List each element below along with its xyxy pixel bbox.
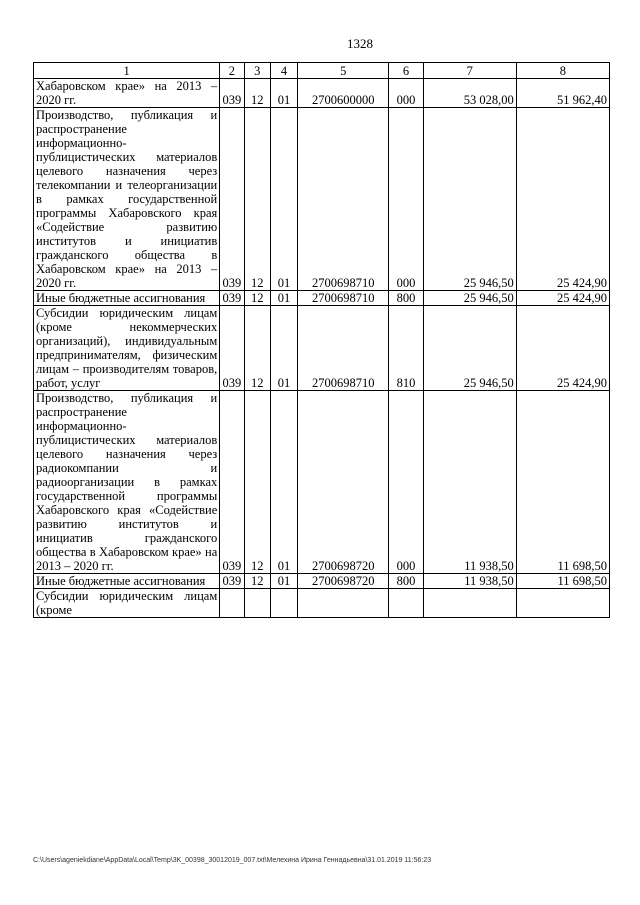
- page-number: 1328: [347, 36, 373, 51]
- cell-target: 2700698710: [298, 306, 389, 391]
- cell-section: 12: [244, 291, 270, 306]
- cell-subsection: 01: [270, 291, 297, 306]
- cell-expense-type: 000: [389, 79, 423, 108]
- cell-target: 2700600000: [298, 79, 389, 108]
- cell-plan: 11 938,50: [423, 574, 516, 589]
- cell-target: [298, 589, 389, 618]
- cell-plan: 25 946,50: [423, 108, 516, 291]
- cell-plan: 11 938,50: [423, 391, 516, 574]
- col-header-6: 6: [389, 63, 423, 79]
- table-row: [34, 306, 610, 391]
- cell-subsection: 01: [270, 306, 297, 391]
- cell-ministry: [220, 589, 244, 618]
- cell-subsection: 01: [270, 574, 297, 589]
- cell-subsection: 01: [270, 79, 297, 108]
- cell-expense-type: 000: [389, 108, 423, 291]
- col-header-7: 7: [423, 63, 516, 79]
- cell-section: 12: [244, 391, 270, 574]
- row-name: Иные бюджетные ассигнования: [34, 574, 220, 589]
- cell-ministry: 039: [220, 79, 244, 108]
- row-name: Иные бюджетные ассигнования: [34, 291, 220, 306]
- cell-target: 2700698720: [298, 391, 389, 574]
- cell-section: 12: [244, 79, 270, 108]
- row-name: Хабаровском крае» на 2013 – 2020 гг.: [34, 79, 220, 108]
- row-name: Субсидии юридическим лицам (кроме некоммерческих организаций), индивидуальным предпринимателям, физическим лицам – производителям товаров, работ, услуг: [34, 306, 220, 391]
- cell-ministry: 039: [220, 291, 244, 306]
- col-header-8: 8: [516, 63, 609, 79]
- cell-section: 12: [244, 108, 270, 291]
- cell-section: [244, 589, 270, 618]
- col-header-3: 3: [244, 63, 270, 79]
- cell-expense-type: 000: [389, 391, 423, 574]
- table-row: [34, 391, 610, 574]
- cell-actual: 11 698,50: [516, 574, 609, 589]
- cell-ministry: 039: [220, 108, 244, 291]
- cell-ministry: 039: [220, 574, 244, 589]
- cell-section: 12: [244, 306, 270, 391]
- cell-expense-type: 810: [389, 306, 423, 391]
- row-name: Субсидии юридическим лицам (кроме: [34, 589, 220, 618]
- cell-target: 2700698710: [298, 108, 389, 291]
- cell-subsection: [270, 589, 297, 618]
- cell-actual: 11 698,50: [516, 391, 609, 574]
- cell-expense-type: [389, 589, 423, 618]
- cell-actual: [516, 589, 609, 618]
- row-name: Производство, публикация и распространение информационно-публицистических материалов целевого назначения через телекомпании и телеорганизации в рамках государственной программы Хабаровского края «Содействие развитию институтов и инициатив гражданского общества в Хабаровском крае» на 2013 – 2020 гг.: [34, 108, 220, 291]
- cell-plan: 25 946,50: [423, 306, 516, 391]
- cell-ministry: 039: [220, 391, 244, 574]
- cell-plan: [423, 589, 516, 618]
- row-name: Производство, публикация и распространение информационно-публицистических материалов целевого назначения через радиокомпании и радиоорганизации в рамках государственной программы Хабаровского края «Содействие развитию институтов и инициатив гражданского общества в Хабаровском крае» на 2013 – 2020 гг.: [34, 391, 220, 574]
- cell-section: 12: [244, 574, 270, 589]
- cell-target: 2700698710: [298, 291, 389, 306]
- table-row: [34, 589, 610, 618]
- cell-target: 2700698720: [298, 574, 389, 589]
- cell-actual: 25 424,90: [516, 108, 609, 291]
- cell-actual: 51 962,40: [516, 79, 609, 108]
- col-header-5: 5: [298, 63, 389, 79]
- table-row: [34, 574, 610, 589]
- table-row: [34, 108, 610, 291]
- cell-actual: 25 424,90: [516, 291, 609, 306]
- cell-actual: 25 424,90: [516, 306, 609, 391]
- file-path-footer: C:\Users\ageniekdiane\AppData\Local\Temp\3K_00398_30012019_007.txt\Мелехина Ирина Геннадьевна\31.01.2019 11:56:23: [33, 857, 432, 864]
- col-header-2: 2: [220, 63, 244, 79]
- cell-expense-type: 800: [389, 291, 423, 306]
- col-header-1: 1: [34, 63, 220, 79]
- cell-subsection: 01: [270, 108, 297, 291]
- header-row: [34, 63, 610, 79]
- budget-table: [33, 62, 610, 618]
- table-row: [34, 79, 610, 108]
- cell-expense-type: 800: [389, 574, 423, 589]
- cell-subsection: 01: [270, 391, 297, 574]
- col-header-4: 4: [270, 63, 297, 79]
- cell-ministry: 039: [220, 306, 244, 391]
- cell-plan: 53 028,00: [423, 79, 516, 108]
- cell-plan: 25 946,50: [423, 291, 516, 306]
- table-row: [34, 291, 610, 306]
